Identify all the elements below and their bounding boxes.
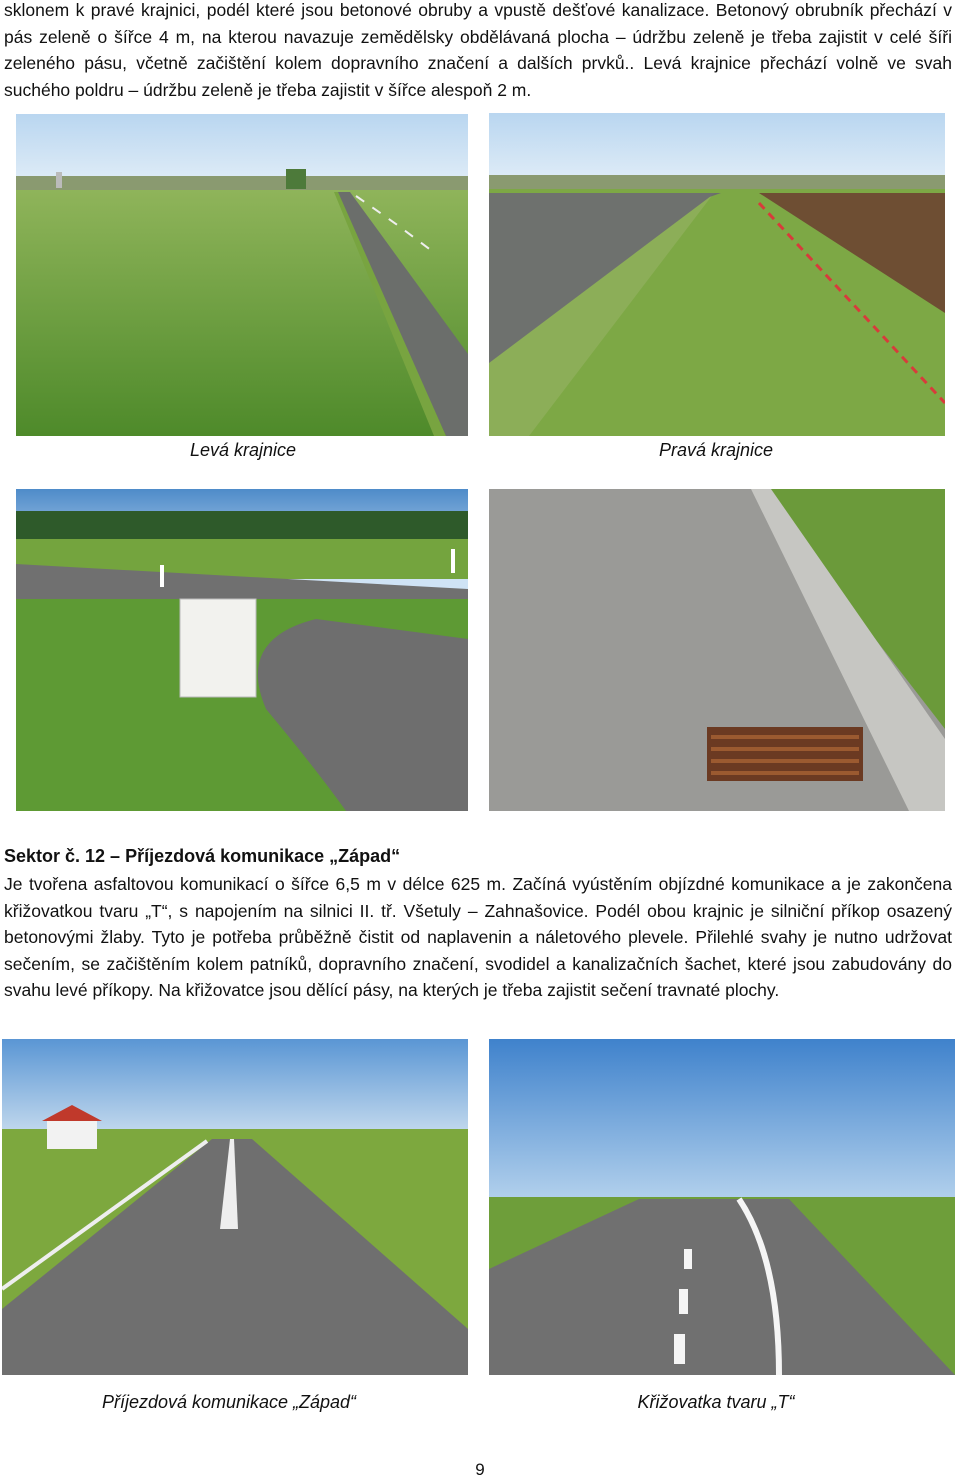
page-number: 9 [475, 1460, 485, 1479]
photo-t-junction [489, 1039, 955, 1375]
caption-access-road: Příjezdová komunikace „Západ“ [101, 1392, 357, 1412]
sector-paragraph: Je tvořena asfaltovou komunikací o šířce 6,5 m v délce 625 m. Začíná vyústěním objízdné komunikace a je zakončena křižovatkou tvaru „T“, s napojením na silnici II. tř. Všetuly – Zahnašovice. Podél obou krajnic je silniční příkop osazený betonovými žlaby. Tyto je potřeba průběžně čistit od naplavenin a náletového plevele. Přilehlé svahy je nutno udržovat sečením, se začištěním kolem patníků, dopravního značení, svodidel a kanalizačních šachet, které jsou zabudovány do svahu levé příkopy. Na křižovatce jsou dělící pásy, na kterých je třeba zajistit sečení travnaté plochy. [4, 874, 952, 1000]
caption-left-verge: Levá krajnice [189, 440, 297, 460]
caption-right-verge: Pravá krajnice [658, 440, 774, 460]
caption-t-junction: Křižovatka tvaru „T“ [637, 1392, 795, 1412]
photo-right-verge [489, 113, 945, 436]
sector-heading: Sektor č. 12 – Příjezdová komunikace „Západ“ [4, 846, 401, 866]
photo-access-road [2, 1039, 468, 1375]
intro-paragraph: sklonem k pravé krajnici, podél které jsou betonové obruby a vpustě dešťové kanalizace. Betonový obrubník přechází v pás zeleně o šířce 4 m, na kterou navazuje zemědělsky obdělávaná plocha – údržbu zeleně je třeba zajistit v celé šíři zeleného pásu, včetně začištění kolem dopravního značení a dalších prvků.. Levá krajnice přechází volně ve svah suchého poldru – údržbu zeleně je třeba zajistit v šířce alespoň 2 m. [4, 0, 952, 100]
photo-left-verge [16, 114, 468, 436]
photo-utility-cabinet [16, 489, 468, 811]
photo-drain-grate [489, 489, 945, 811]
